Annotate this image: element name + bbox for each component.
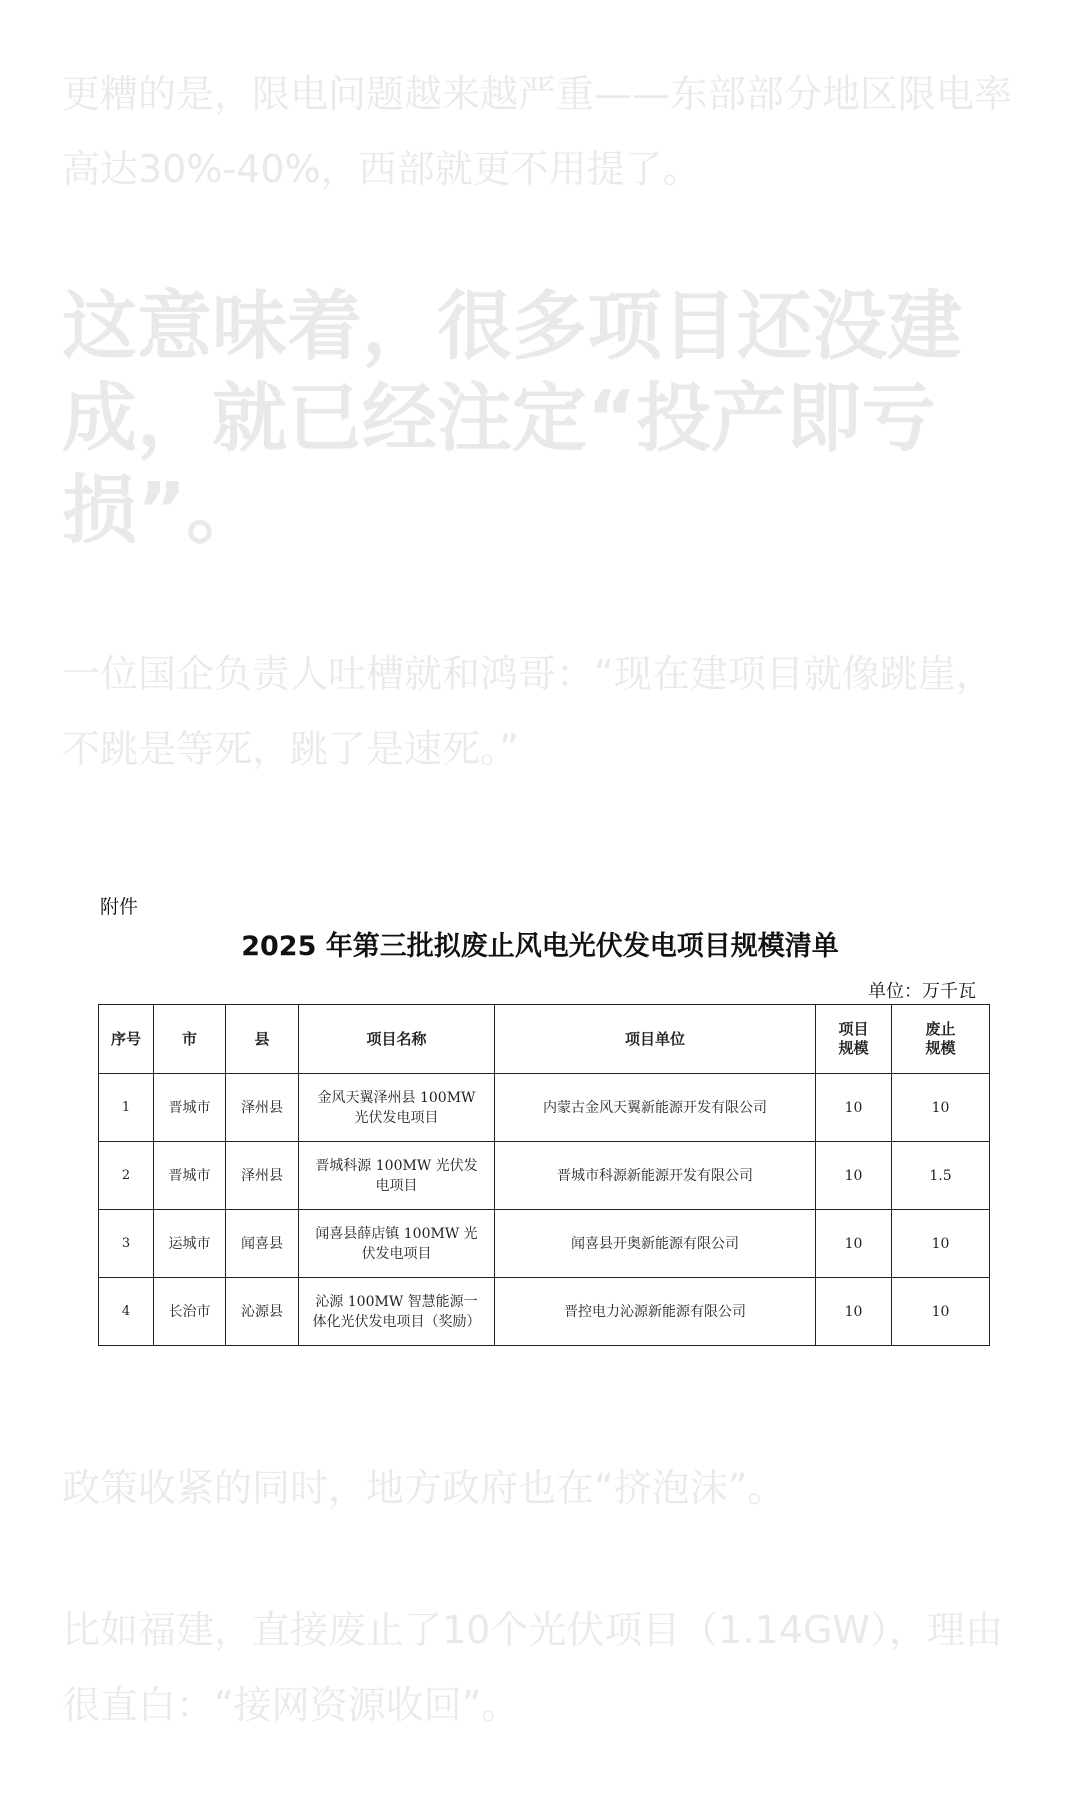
cell-cancelled: 10	[892, 1278, 990, 1346]
cell-no: 4	[99, 1278, 154, 1346]
column-header-scale: 项目规模	[816, 1005, 892, 1074]
column-header-cancelled: 废止规模	[892, 1005, 990, 1074]
cell-cancelled: 10	[892, 1210, 990, 1278]
cell-scale: 10	[816, 1210, 892, 1278]
cell-city: 运城市	[154, 1210, 226, 1278]
cell-county: 闻喜县	[226, 1210, 299, 1278]
unit-label: 单位：万千瓦	[868, 981, 976, 1002]
table-row	[99, 1210, 990, 1278]
cell-city: 晋城市	[154, 1074, 226, 1142]
cell-project-name: 沁源 100MW 智慧能源一体化光伏发电项目（奖励）	[299, 1278, 495, 1346]
cell-no: 2	[99, 1142, 154, 1210]
project-table	[98, 1004, 990, 1346]
column-header-project-name: 项目名称	[299, 1005, 495, 1074]
cell-county: 泽州县	[226, 1074, 299, 1142]
cell-no: 3	[99, 1210, 154, 1278]
table-row	[99, 1142, 990, 1210]
table-row	[99, 1074, 990, 1142]
cell-no: 1	[99, 1074, 154, 1142]
table-row	[99, 1278, 990, 1346]
table-header-row	[99, 1005, 990, 1074]
cell-city: 晋城市	[154, 1142, 226, 1210]
cell-cancelled: 1.5	[892, 1142, 990, 1210]
cell-project-name: 金风天翼泽州县 100MW 光伏发电项目	[299, 1074, 495, 1142]
article-paragraph: 比如福建，直接废止了10个光伏项目（1.14GW），理由很直白：“接网资源收回”。	[62, 1608, 1003, 1727]
column-header-county: 县	[226, 1005, 299, 1074]
cell-cancelled: 10	[892, 1074, 990, 1142]
article-quote-paragraph: 一位国企负责人吐槽就和鸿哥：“现在建项目就像跳崖，不跳是等死，跳了是速死。”	[62, 652, 994, 771]
cell-company: 晋控电力沁源新能源有限公司	[495, 1278, 816, 1346]
article-heading: 这意味着，很多项目还没建成，就已经注定“投产即亏损”。	[62, 282, 963, 554]
column-header-no: 序号	[99, 1005, 154, 1074]
cell-county: 泽州县	[226, 1142, 299, 1210]
cell-scale: 10	[816, 1142, 892, 1210]
cell-scale: 10	[816, 1278, 892, 1346]
attachment-label: 附件	[100, 896, 139, 918]
cell-project-name: 晋城科源 100MW 光伏发电项目	[299, 1142, 495, 1210]
cell-company: 闻喜县开奥新能源有限公司	[495, 1210, 816, 1278]
article-paragraph: 政策收紧的同时，地方政府也在“挤泡沫”。	[62, 1466, 786, 1510]
cell-county: 沁源县	[226, 1278, 299, 1346]
column-header-company: 项目单位	[495, 1005, 816, 1074]
cell-city: 长治市	[154, 1278, 226, 1346]
document-title: 2025 年第三批拟废止风电光伏发电项目规模清单	[241, 931, 839, 962]
cell-company: 内蒙古金风天翼新能源开发有限公司	[495, 1074, 816, 1142]
cell-scale: 10	[816, 1074, 892, 1142]
column-header-city: 市	[154, 1005, 226, 1074]
cell-project-name: 闻喜县薛店镇 100MW 光伏发电项目	[299, 1210, 495, 1278]
cell-company: 晋城市科源新能源开发有限公司	[495, 1142, 816, 1210]
article-paragraph: 更糟的是，限电问题越来越严重——东部部分地区限电率高达30%-40%，西部就更不用提了。	[62, 72, 1013, 191]
